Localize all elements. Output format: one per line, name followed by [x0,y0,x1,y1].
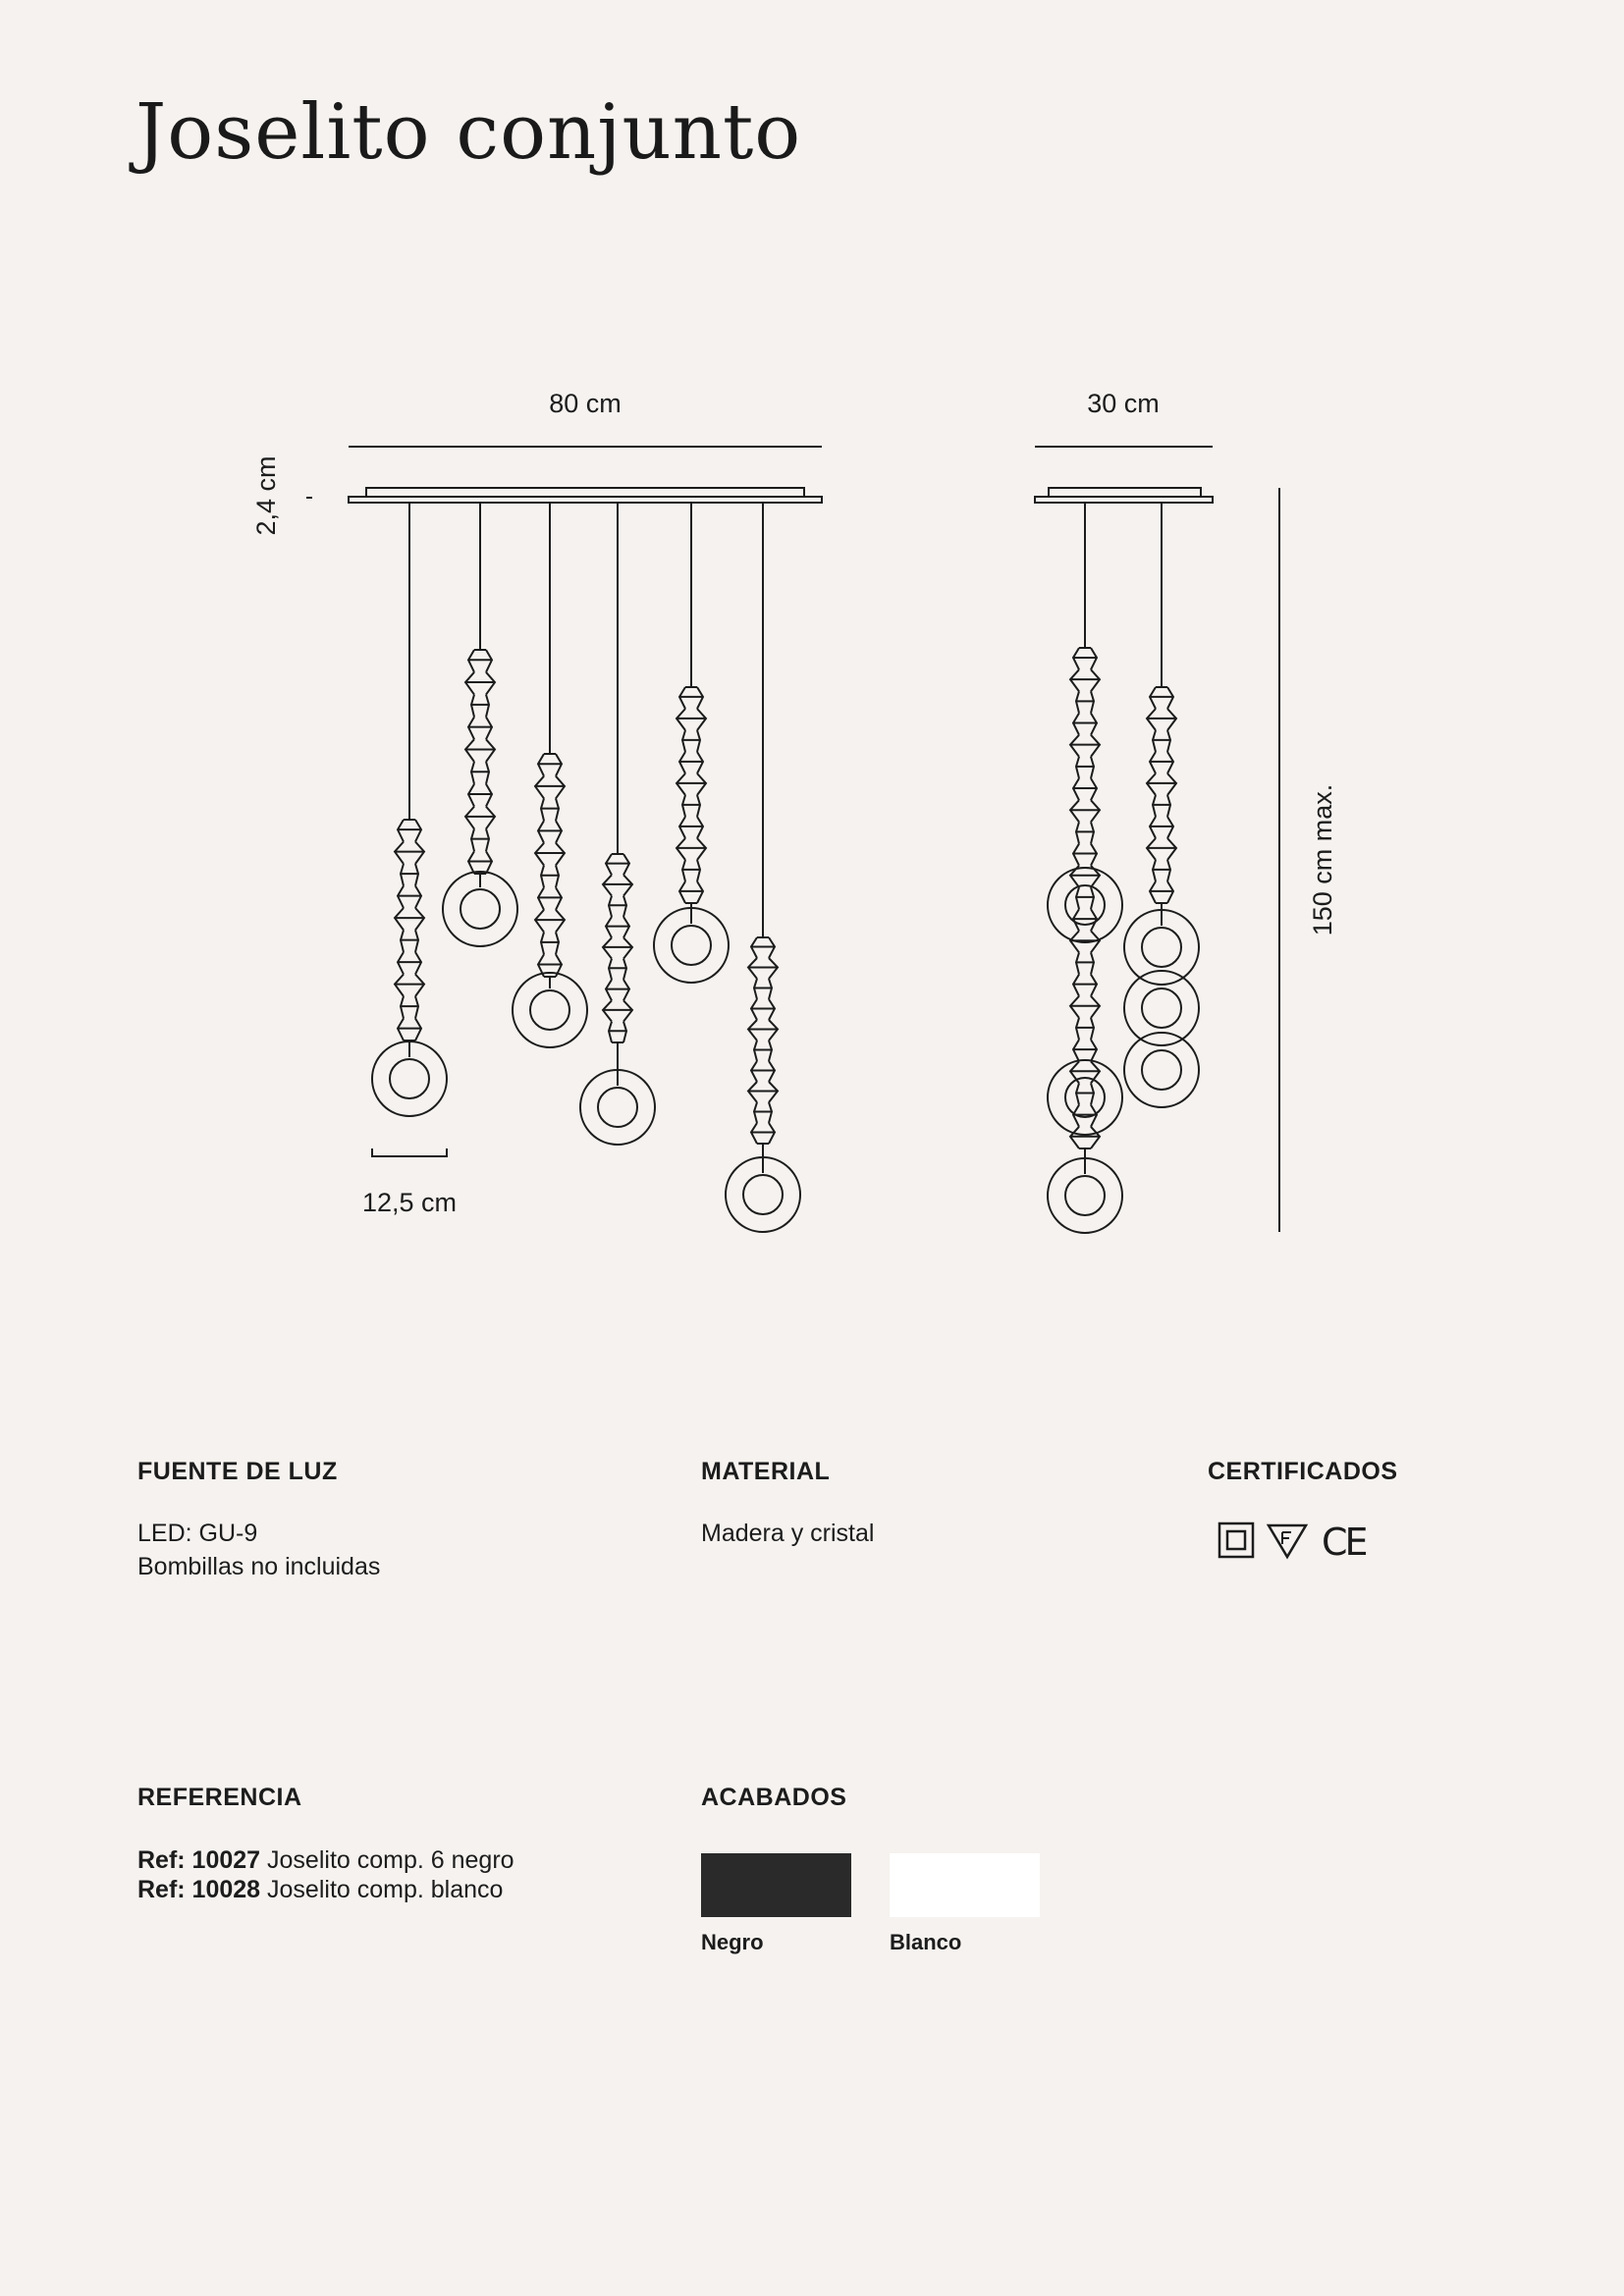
pendant-lamp-shade-overlap [1124,1033,1199,1107]
canopy-height-label: 2,4 cm [251,455,281,536]
bulb [390,1059,429,1098]
shade-diameter-bracket [372,1148,447,1156]
reference-item [137,1845,514,1875]
pendant-lamp [654,503,729,983]
finish-swatch-blanco [890,1853,1040,1917]
pendant-lamp [1124,503,1199,985]
reference-heading: REFERENCIA [137,1784,302,1811]
material-heading: MATERIAL [701,1458,831,1485]
width-side-label: 30 cm [1087,389,1160,418]
side-view-pendants [1048,503,1199,1233]
side-canopy [1035,488,1213,503]
bulb [1065,1078,1105,1117]
pendant-lamp [513,503,587,1047]
pendant-lamp-shade-overlap [1124,971,1199,1045]
bulb [1065,1176,1105,1215]
pendant-lamp [580,503,655,1145]
front-canopy [349,488,822,503]
glass-shade [1124,1033,1199,1107]
f-mark-icon [1269,1525,1306,1557]
reference-description: Joselito comp. blanco [267,1876,504,1903]
glass-shade [1048,868,1122,942]
finish-swatch-negro [701,1853,851,1917]
light-source-line-1: LED: GU-9 [137,1520,258,1547]
class-ii-icon [1219,1523,1253,1557]
light-source-line-2: Bombillas no incluidas [137,1553,381,1580]
certificates-icons [1218,1520,1375,1561]
pendant-lamp [443,503,517,946]
bulb [1142,1050,1181,1090]
width-front-label: 80 cm [549,389,622,418]
certificates-heading: CERTIFICADOS [1208,1458,1398,1485]
bulb [743,1175,783,1214]
front-view-pendants [372,503,800,1232]
reference-list [137,1845,514,1904]
reference-code: Ref: 10027 [137,1846,261,1874]
reference-code: Ref: 10028 [137,1876,261,1903]
finishes-heading: ACABADOS [701,1784,847,1811]
light-source-text [137,1517,380,1583]
ce-mark-icon: CE [1322,1521,1366,1561]
bulb [1142,928,1181,967]
glass-shade [1124,971,1199,1045]
finish-label-negro: Negro [701,1930,764,1954]
finish-label-blanco: Blanco [890,1930,962,1954]
material-text: Madera y cristal [701,1520,875,1547]
pendant-lamp-shade-overlap [1048,868,1122,942]
pendant-lamp [726,503,800,1232]
reference-item [137,1875,514,1904]
bulb [1142,988,1181,1028]
shade-diameter-label: 12,5 cm [361,1188,458,1217]
bulb [672,926,711,965]
bulb [598,1088,637,1127]
reference-description: Joselito comp. 6 negro [267,1846,514,1874]
max-height-label: 150 cm max. [1308,783,1337,936]
bulb [460,889,500,929]
product-title: Joselito conjunto [135,88,802,177]
bulb [530,990,569,1030]
pendant-lamp [372,503,447,1116]
light-source-heading: FUENTE DE LUZ [137,1458,338,1485]
